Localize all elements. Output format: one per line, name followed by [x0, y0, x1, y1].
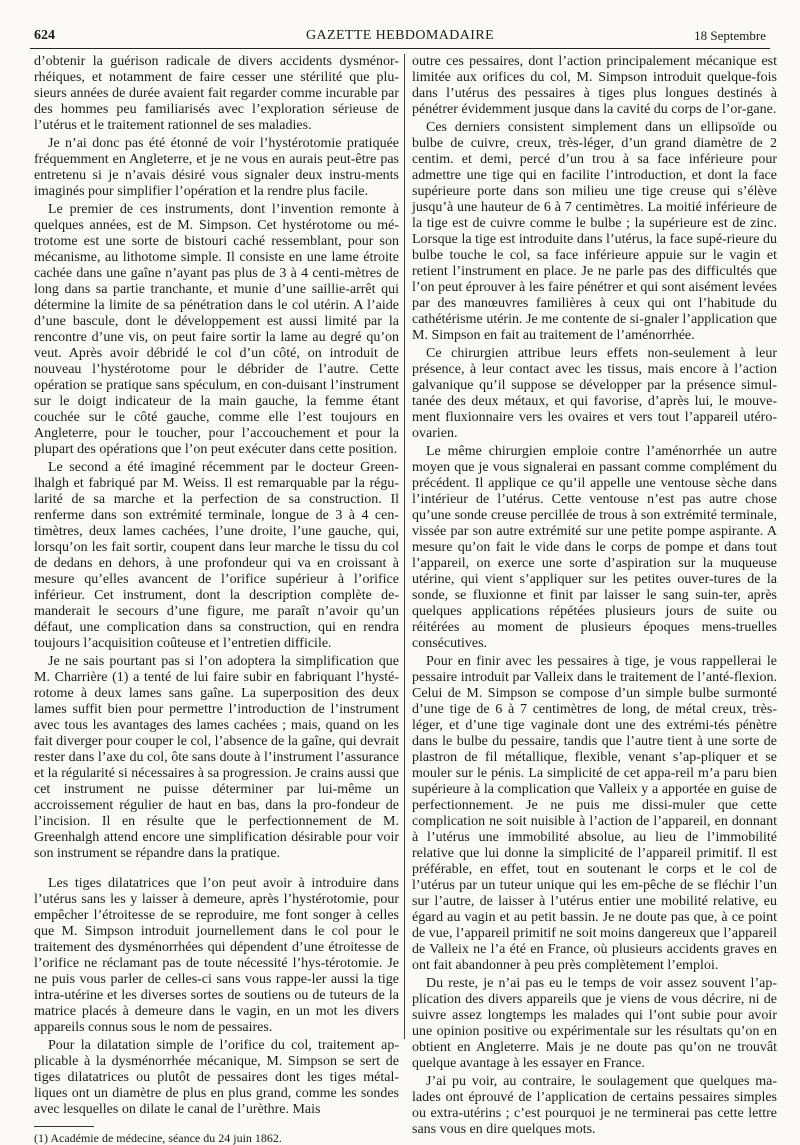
paragraph: d’obtenir la guérison radicale de divers accidents dysménor-rhéiques, et notamment de faire cesser une stérilité que plu-sieurs années de durée avaient fait regarder comme incurable par des hommes peu familiarisés avec l’exploration sérieuse de l’utérus et le traitement rationnel de ses maladies. [34, 54, 399, 133]
paragraph: Je n’ai donc pas été étonné de voir l’hystérotomie pratiquée fréquemment en Angleterre, et je ne vous en aurais peut-être pas entretenu si je n’avais désiré vous signaler deux instru-ments imaginés pour simplifier l’opération et la rendre plus facile. [34, 136, 399, 199]
paragraph: Le même chirurgien emploie contre l’aménorrhée un autre moyen que je vous signalerai en passant comme complément du précédent. Il applique ce qu’il appelle une ventouse sèche dans l’intérieur de l’utérus. Cette ventouse n’est pas autre chose qu’une sonde creuse percillée de trous à son extrémité terminale, vissée par son autre extrémité sur une petite pompe aspirante. A mesure qu’on fait le vide dans le corps de pompe et dans tout l’appareil, on exerce une sorte d’aspiration sur la muqueuse utérine, qui vient s’appliquer sur les petites ouver-tures de la sonde, se fluxionne et finit par laisser le sang suin-ter, après quelques applications répétées plusieurs jours de suite ou réitérées au moment de plusieurs époques mens-truelles consécutives. [412, 444, 777, 651]
right-column [412, 54, 777, 1137]
left-column [34, 54, 399, 1145]
paragraph: Le premier de ces instruments, dont l’invention remonte à quelques années, est de M. Simpson. Cet hystérotome ou mé-trotome est une sorte de bistouri caché ressemblant, pour son mécanisme, au lithotome simple. Il consiste en une lame étroite cachée dans une gaîne n’ayant pas plus de 3 à 4 centi-mètres de long dans sa partie tranchante, et munie d’une saillie-arrêt qui détermine la limite de sa pénétration dans le col utérin. A l’aide d’une bascule, dont le développement est aussi limité par la rencontre d’une vis, on peut faire sortir la lame au degré qu’on veut. Après avoir débridé le col d’un côté, on introduit de nouveau l’hystérotome pour le débrider de l’autre. Cette opération se pratique sans spéculum, en con-duisant l’instrument sur le doigt indicateur de la main gauche, la femme étant couchée sur le côté gauche, comme elle l’est toujours en Angleterre, pour le toucher, pour l’accouchement et pour la plupart des opérations que l’on peut exécuter dans cette position. [34, 202, 399, 457]
issue-date: 18 Septembre [694, 28, 766, 43]
column-divider [404, 54, 405, 1039]
footnote: (1) Académie de médecine, séance du 24 juin 1862. [34, 1131, 282, 1145]
page-number: 624 [34, 28, 55, 43]
paragraph: Ces derniers consistent simplement dans un ellipsoïde ou bulbe de cuivre, creux, très-léger, d’un grand diamètre de 2 centim. et demi, percé d’un trou à sa face inférieure pour admettre une tige qui en facilite l’introduction, et dont la face supérieure porte dans son milieu une tige creuse qui s’élève jusqu’à une hauteur de 6 à 7 centimètres. La moitié inférieure de la tige est de cuivre comme le bulbe ; la supérieure est de zinc. Lorsque la tige est introduite dans l’utérus, la face supé-rieure du bulbe touche le col, sa face inférieure appuie sur le vagin et retient l’instrument en place. Je ne parle pas des difficultés que l’on peut éprouver à les faire pénétrer et qui sont aisément levées par des manœuvres familières à ceux qui ont l’habitude du cathétérisme utérin. Je me contente de si-gnaler l’application que M. Simpson en fait au traitement de l’aménorrhée. [412, 120, 777, 343]
paragraph: Pour en finir avec les pessaires à tige, je vous rappellerai le pessaire introduit par Valleix dans le traitement de l’anté-flexion. Celui de M. Simpson se compose d’un simple bulbe surmonté d’une tige de 6 à 7 centimètres de long, de métal creux, très-léger, et d’une tige vaginale dont une des extrémi-tés pénètre dans le bulbe du pessaire, tandis que l’autre tient à une sorte de plastron de fil métallique, flexible, venant s’ap-pliquer et se mouler sur le pénis. La simplicité de cet appa-reil m’a paru bien supérieure à la complication que Valleix y a apportée en guise de perfectionnement. Je ne puis me dissi-muler que cette complication ne soit nuisible à l’action de l’appareil, en donnant à l’utérus une immobilité absolue, au lieu de l’immobilité relative que lui donne la simplicité de l’appareil primitif. Il est préférable, en effet, tout en soutenant le corps et le col de l’utérus par un tuteur unique qui les em-pêche de se fléchir l’un sur l’autre, de laisser à l’utérus entier une mobilité relative, eu égard au vagin et au petit bassin. Je ne doute pas que, à ce point de vue, l’appareil primitif ne soit moins dangereux que l’appareil de Valleix ne l’a été en France, où plusieurs accidents graves en ont fait abandonner à peu près complètement l’emploi. [412, 654, 777, 973]
paragraph: Les tiges dilatatrices que l’on peut avoir à introduire dans l’utérus sans les y laisser à demeure, après l’hystérotomie, pour empêcher l’étroitesse de se reproduire, me font songer à celles que M. Simpson introduit journellement dans le col pour le traitement des dysménorrhées qui dépendent d’une étroitesse de l’orifice ne réclamant pas de toute nécessité l’hys-térotomie. Je ne puis vous parler de celles-ci sans vous rappe-ler aussi la tige intra-utérine et les diverses sortes de soutiens ou de tuteurs de la matrice placés à demeure dans le vagin, en un mot les divers appareils connus sous le nom de pessaires. [34, 876, 399, 1035]
paragraph: Ce chirurgien attribue leurs effets non-seulement à leur présence, à leur contact avec les tissus, mais encore à l’action galvanique qu’il suppose se développer par la présence simul-tanée des deux métaux, et qui favorise, d’après lui, le mouve-ment fluxionnaire vers les ovaires et vers tout l’appareil utéro-ovarien. [412, 346, 777, 441]
paragraph: J’ai pu voir, au contraire, le soulagement que quelques ma-lades ont éprouvé de l’application de certains pessaires simples ou extra-utérins ; c’est pourquoi je ne terminerai pas cette lettre sans vous en dire quelques mots. [412, 1074, 777, 1137]
paragraph: outre ces pessaires, dont l’action principalement mécanique est limitée aux orifices du col, M. Simpson introduit quelque-fois dans l’utérus des pessaires à tiges plus longues destinés à pénétrer évidemment jusque dans la cavité du corps de l’or-gane. [412, 54, 777, 117]
paragraph: Je ne sais pourtant pas si l’on adoptera la simplification que M. Charrière (1) a tenté de lui faire subir en fabriquant l’hysté-rotome à deux lames sans gaîne. La superposition des deux lames suffit bien pour permettre l’introduction de l’instrument avec tous les avantages des lames cachées ; mais, quand on les fait diverger pour couper le col, l’absence de la gaîne, qui devrait rester dans l’axe du col, ôte sans doute à l’instrument l’assurance et la régularité si nécessaires à sa progression. Je crains aussi que cet instrument ne puisse déterminer par lui-même un accroissement régulier de haut en bas, dans la pro-fondeur de l’incision. Il en résulte que le perfectionnement de M. Greenhalgh attend encore une simplification désirable pour voir son instrument se répandre dans la pratique. [34, 654, 399, 861]
paragraph: Du reste, je n’ai pas eu le temps de voir assez souvent l’ap-plication des divers appareils que je viens de vous décrire, ni de suivre assez longtemps les malades qui l’ont subie pour avoir une opinion positive ou expérimentale sur les résultats qu’on en obtient en Angleterre. Mais je ne doute pas qu’on ne trouvât quelque avantage à les essayer en France. [412, 976, 777, 1071]
footnote-rule [34, 1126, 94, 1127]
running-header [30, 26, 770, 49]
journal-title: GAZETTE HEBDOMADAIRE [305, 28, 495, 43]
paragraph: Le second a été imaginé récemment par le docteur Green-lhalgh et fabriqué par M. Weiss. Il est remarquable par la régu-larité de sa marche et la perfection de sa construction. Il renferme dans son extrémité terminale, longue de 3 à 4 cen-timètres, deux lames cachées, l’une droite, l’une gauche, qui, lorsqu’on les fait sortir, coupent dans leur marche le tissu du col de dedans en dehors, à une profondeur qui va en croissant à mesure qu’elles avancent de l’orifice supérieur à l’orifice inférieur. Cet instrument, dont la description complète de-manderait le secours d’une figure, me paraît n’avoir qu’un défaut, une complication dans sa construction, qui en rendra toujours l’acquisition coûteuse et l’entretien difficile. [34, 460, 399, 651]
paragraph: Pour la dilatation simple de l’orifice du col, traitement ap-plicable à la dysménorrhée mécanique, M. Simpson se sert de tiges dilatatrices ou plutôt de pessaires dont les tiges métal-liques ont un diamètre de plus en plus grand, comme les sondes avec lesquelles on dilate le canal de l’urèthre. Mais [34, 1038, 399, 1117]
